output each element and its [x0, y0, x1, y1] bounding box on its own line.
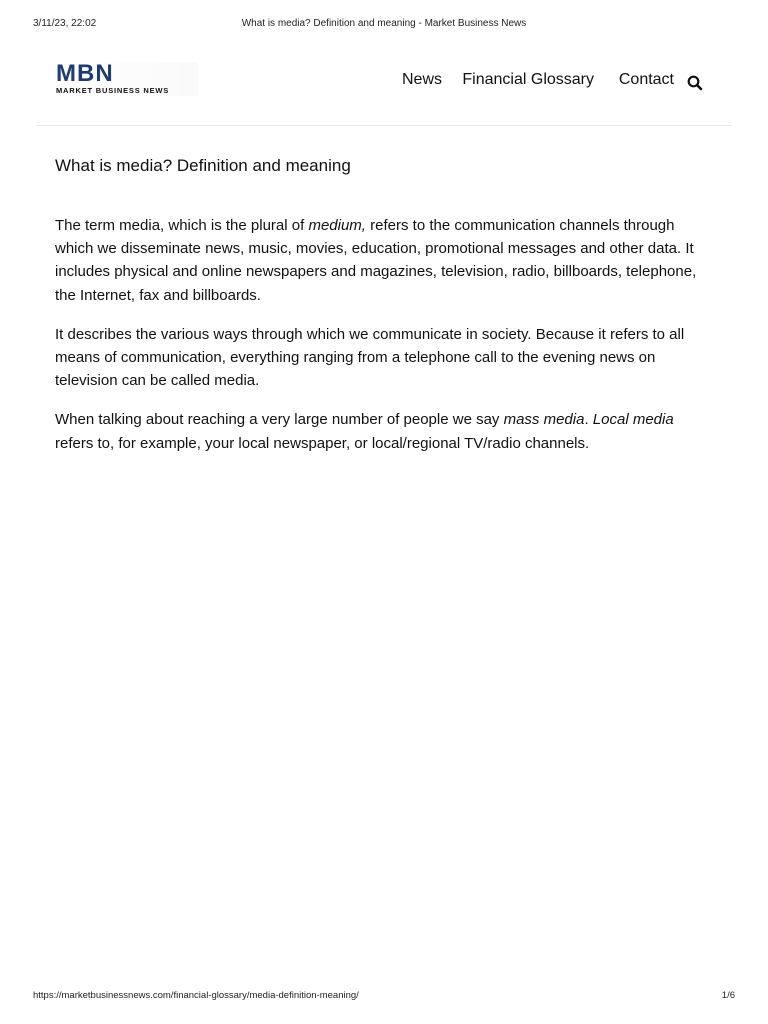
page-number: 1/6: [721, 990, 735, 1001]
emphasis-medium: medium,: [308, 217, 366, 234]
article-paragraph-3: [55, 408, 715, 454]
article: [55, 154, 715, 471]
nav-item-contact[interactable]: Contact: [618, 71, 674, 88]
site-header: [36, 52, 732, 126]
print-footer: [33, 990, 735, 1002]
article-paragraph-2: It describes the various ways through which we communicate in society. Because it refers to all means of communication, everything ranging from a telephone call to the evening news on television can be called media.: [55, 325, 685, 390]
paragraph-text: .: [584, 411, 593, 429]
print-header: [33, 18, 735, 32]
logo-mark: MBN: [56, 60, 114, 87]
print-page-title: What is media? Definition and meaning - Market Business News: [241, 18, 527, 29]
paragraph-text: refers to, for example, your local newspaper, or local/regional TV/radio channels.: [55, 434, 590, 452]
emphasis-mass-media: mass media: [503, 411, 585, 429]
search-icon[interactable]: [686, 74, 704, 92]
site-logo[interactable]: [54, 62, 198, 96]
print-datetime: 3/11/23, 22:02: [33, 18, 97, 29]
nav-item-financial-glossary[interactable]: Financial Glossary: [462, 71, 594, 88]
logo-subtitle: MARKET BUSINESS NEWS: [56, 86, 170, 95]
nav-item-news[interactable]: News: [401, 71, 442, 88]
paragraph-text: refers to the communication channels through which we disseminate news, music, movies, education, promotional messages and other data. It includes physical and online newspapers and magazines, television, radio, billboards, telephone, the Internet, fax and billboards.: [55, 217, 697, 304]
article-title: What is media? Definition and meaning: [55, 156, 351, 175]
paragraph-text: The term media, which is the plural of: [55, 217, 309, 234]
emphasis-local-media: Local media: [592, 411, 674, 429]
print-url: https://marketbusinessnews.com/financial-glossary/media-definition-meaning/: [33, 990, 359, 1001]
article-paragraph-1: [55, 214, 715, 307]
paragraph-text: When talking about reaching a very large number of people we say: [55, 411, 504, 429]
